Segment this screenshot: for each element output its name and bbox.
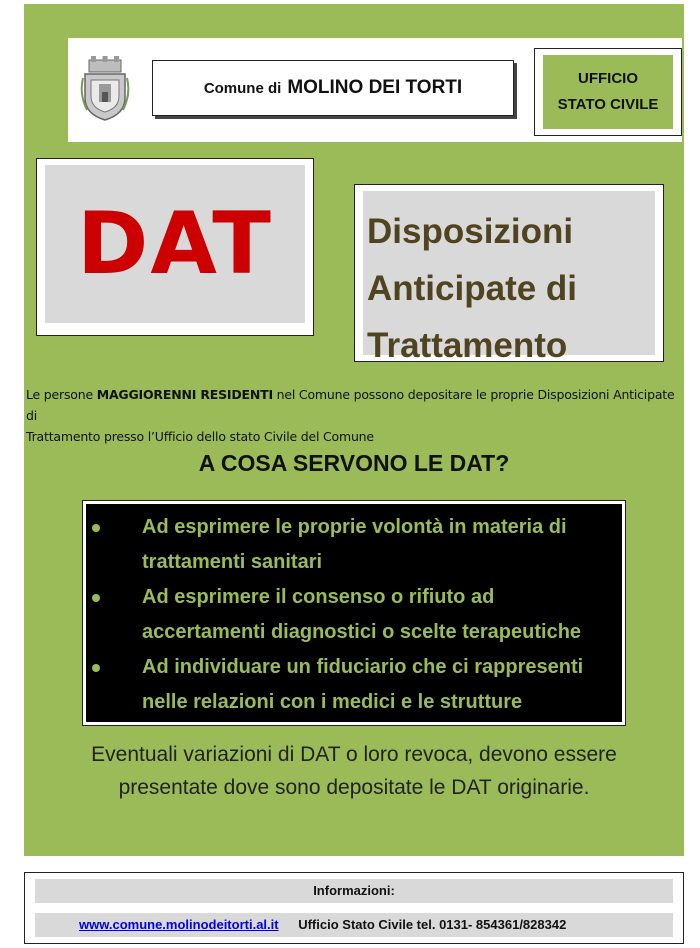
purposes-box: [82, 500, 626, 726]
footer-info-box: [24, 872, 684, 944]
phone-text: Ufficio Stato Civile tel. 0131- 854361/828342: [298, 917, 567, 932]
dat-panel: [45, 165, 305, 323]
title-line3: Trattamento: [367, 326, 568, 365]
note-line1: Eventuali variazioni di DAT o loro revoca, devono essere: [91, 743, 617, 766]
ufficio-label: [543, 55, 673, 129]
dat-box: [36, 158, 314, 336]
list-item-line2: trattamenti sanitari: [142, 551, 323, 573]
list-item: [86, 650, 622, 720]
bullet-icon: [92, 664, 100, 672]
revocation-note: [24, 738, 684, 804]
list-item-line1: Ad esprimere le proprie volontà in materia di: [142, 516, 567, 538]
note-line2: presentate dove sono depositate le DAT originarie.: [118, 776, 590, 799]
comune-name: MOLINO DEI TORTI: [287, 77, 463, 98]
purposes-list: [86, 504, 622, 722]
list-item-line2: nelle relazioni con i medici e le strutture: [142, 691, 523, 713]
intro-part2: nel Comune possono depositare le proprie Disposizioni Anticipate di: [26, 387, 675, 423]
bullet-icon: [92, 524, 100, 532]
ufficio-box: [534, 48, 682, 136]
list-item-line1: Ad esprimere il consenso o rifiuto ad: [142, 586, 495, 608]
footer-title: Informazioni:: [35, 879, 673, 903]
ufficio-line1: UFFICIO: [578, 70, 638, 87]
title-line2: Anticipate di: [367, 269, 578, 308]
title-panel: [363, 191, 655, 365]
title-line1: Disposizioni: [367, 212, 574, 251]
intro-line2: Trattamento presso l’Ufficio dello stato Civile del Comune: [26, 429, 374, 444]
town-crest-icon: [79, 54, 131, 124]
list-item-line1: Ad individuare un fiduciario che ci rappresenti: [142, 656, 584, 678]
bullet-icon: [92, 594, 100, 602]
title-box: [354, 184, 664, 365]
ufficio-line2: STATO CIVILE: [557, 96, 659, 113]
intro-part1: Le persone: [26, 387, 97, 402]
comune-prefix: Comune di: [203, 79, 282, 97]
list-item: [86, 510, 622, 580]
footer-contact-row: [35, 913, 673, 937]
list-item-line2: accertamenti diagnostici o scelte terapeutiche: [142, 621, 582, 643]
list-item: [86, 580, 622, 650]
intro-bold: MAGGIORENNI RESIDENTI: [96, 387, 273, 402]
intro-paragraph: [26, 384, 686, 447]
comune-name-box: [152, 60, 514, 116]
dat-heading: DAT: [77, 194, 273, 294]
question-heading: A COSA SERVONO LE DAT?: [198, 450, 510, 476]
website-link[interactable]: www.comune.molinodeitorti.al.it: [79, 917, 279, 932]
